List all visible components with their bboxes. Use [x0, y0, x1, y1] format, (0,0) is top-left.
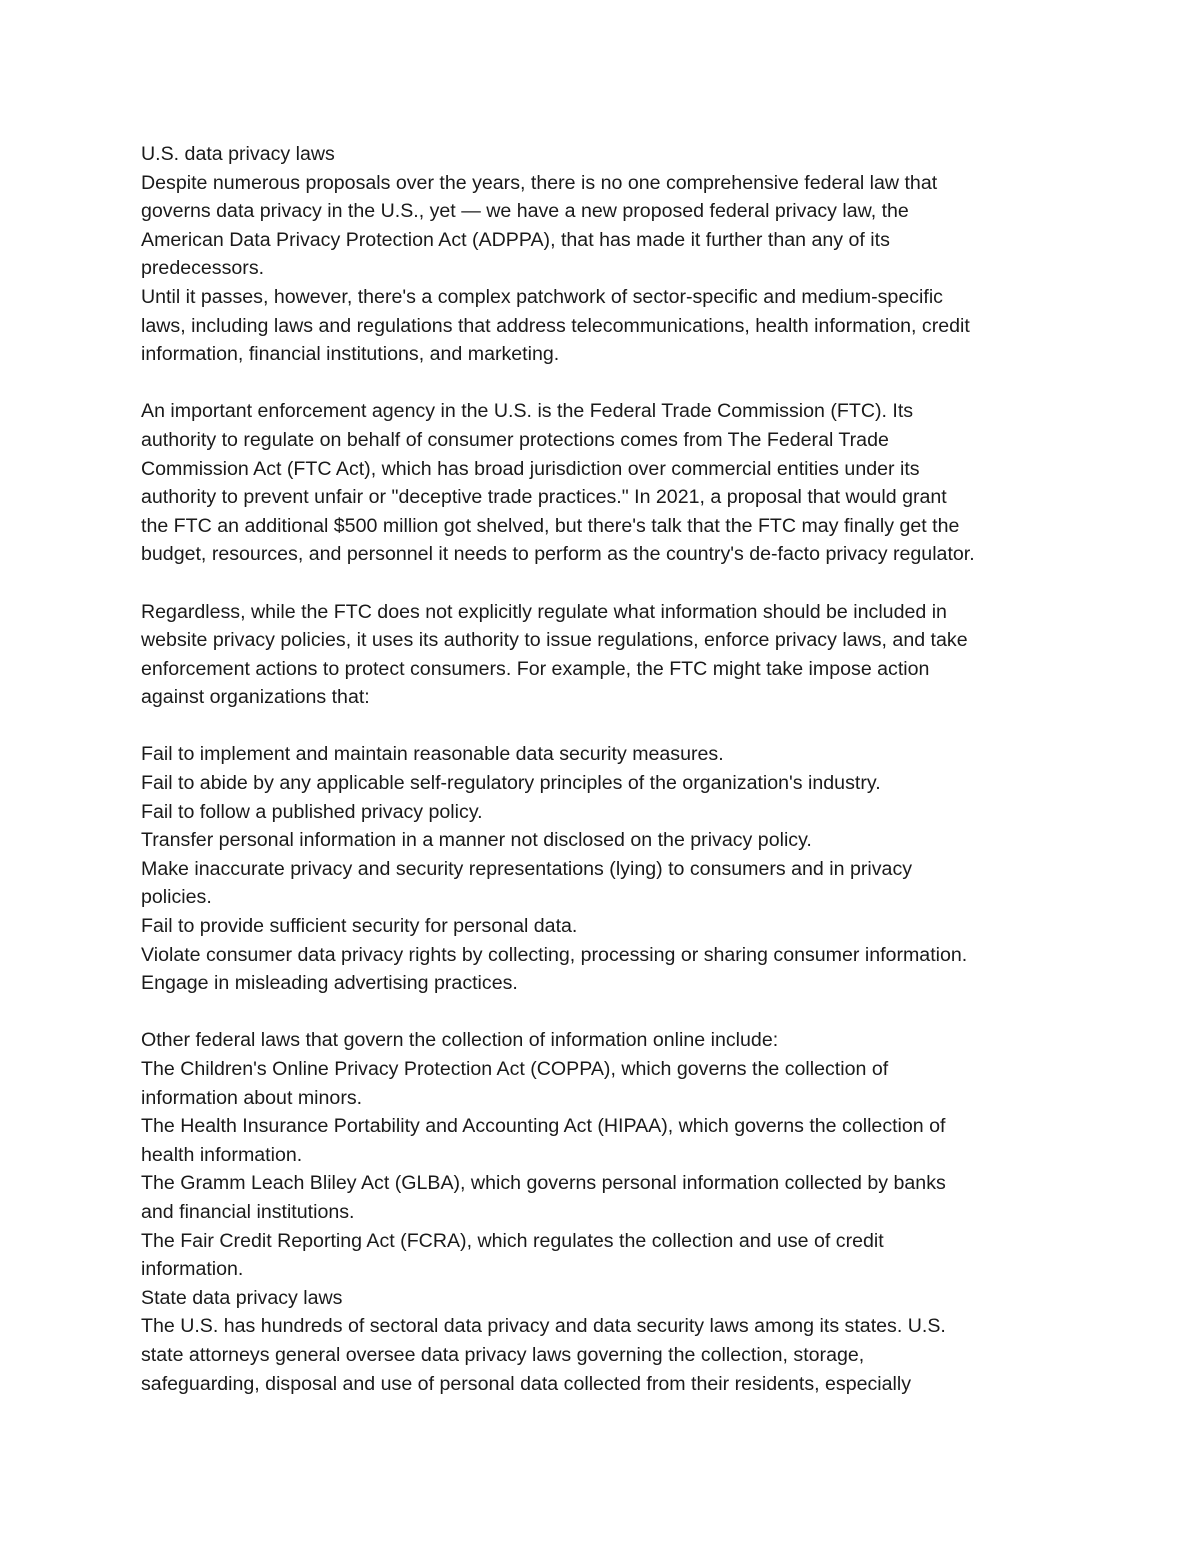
text-line: safeguarding, disposal and use of personal data collected from their residents, especially	[141, 1372, 912, 1395]
text-line: budget, resources, and personnel it needs to perform as the country's de-facto privacy regulator.	[141, 543, 975, 566]
text-line: Despite numerous proposals over the years, there is no one comprehensive federal law that	[141, 171, 938, 194]
text-line: Regardless, while the FTC does not explicitly regulate what information should be included in	[141, 600, 947, 623]
text-line: Commission Act (FTC Act), which has broad jurisdiction over commercial entities under its	[141, 457, 920, 480]
list-item-continuation: information about minors.	[141, 1086, 363, 1109]
blank-line	[141, 998, 1101, 1027]
text-line: An important enforcement agency in the U.S. is the Federal Trade Commission (FTC). Its	[141, 400, 914, 423]
list-item: Fail to abide by any applicable self-regulatory principles of the organization's industry.	[141, 772, 881, 795]
section-heading-state-laws: State data privacy laws	[141, 1286, 343, 1309]
list-item: The Children's Online Privacy Protection Act (COPPA), which governs the collection of	[141, 1058, 889, 1080]
text-line: Other federal laws that govern the collection of information online include:	[141, 1029, 779, 1052]
list-item: The Health Insurance Portability and Accounting Act (HIPAA), which governs the collection of	[141, 1115, 946, 1138]
text-line: The U.S. has hundreds of sectoral data privacy and data security laws among its states. U.S.	[141, 1315, 946, 1338]
list-item-continuation: and financial institutions.	[141, 1200, 355, 1223]
text-line: state attorneys general oversee data privacy laws governing the collection, storage,	[141, 1343, 865, 1366]
section-heading-us-laws: U.S. data privacy laws	[141, 143, 335, 165]
list-item-continuation: policies.	[141, 886, 212, 909]
blank-line	[141, 369, 1101, 398]
text-line: laws, including laws and regulations that address telecommunications, health information, credit	[141, 314, 970, 337]
text-line: against organizations that:	[141, 686, 370, 709]
text-line: authority to regulate on behalf of consumer protections comes from The Federal Trade	[141, 428, 889, 451]
text-line: American Data Privacy Protection Act (ADPPA), that has made it further than any of its	[141, 228, 890, 251]
list-item: The Gramm Leach Bliley Act (GLBA), which governs personal information collected by banks	[141, 1172, 946, 1195]
text-line: authority to prevent unfair or "deceptive trade practices." In 2021, a proposal that would grant	[141, 486, 947, 509]
list-item: Engage in misleading advertising practices.	[141, 972, 518, 995]
list-item: Fail to implement and maintain reasonable data security measures.	[141, 743, 724, 766]
text-line: website privacy policies, it uses its authority to issue regulations, enforce privacy laws, and take	[141, 629, 968, 652]
text-line: enforcement actions to protect consumers. For example, the FTC might take impose action	[141, 657, 930, 680]
blank-line	[141, 569, 1101, 598]
list-item-continuation: health information.	[141, 1143, 303, 1166]
text-line: the FTC an additional $500 million got shelved, but there's talk that the FTC may finally get the	[141, 514, 960, 537]
list-item: Make inaccurate privacy and security representations (lying) to consumers and in privacy	[141, 857, 913, 880]
list-item: Violate consumer data privacy rights by collecting, processing or sharing consumer information.	[141, 943, 968, 966]
blank-line	[141, 712, 1101, 741]
document-body	[141, 140, 1101, 1398]
text-line: governs data privacy in the U.S., yet — we have a new proposed federal privacy law, the	[141, 200, 909, 223]
text-line: predecessors.	[141, 257, 265, 280]
list-item: Fail to provide sufficient security for personal data.	[141, 915, 578, 938]
text-line: Until it passes, however, there's a complex patchwork of sector-specific and medium-specific	[141, 285, 943, 308]
list-item: Transfer personal information in a manner not disclosed on the privacy policy.	[141, 829, 812, 852]
list-item: The Fair Credit Reporting Act (FCRA), which regulates the collection and use of credit	[141, 1229, 884, 1252]
text-line: information, financial institutions, and marketing.	[141, 343, 560, 366]
list-item: Fail to follow a published privacy policy.	[141, 800, 483, 823]
list-item-continuation: information.	[141, 1258, 244, 1281]
